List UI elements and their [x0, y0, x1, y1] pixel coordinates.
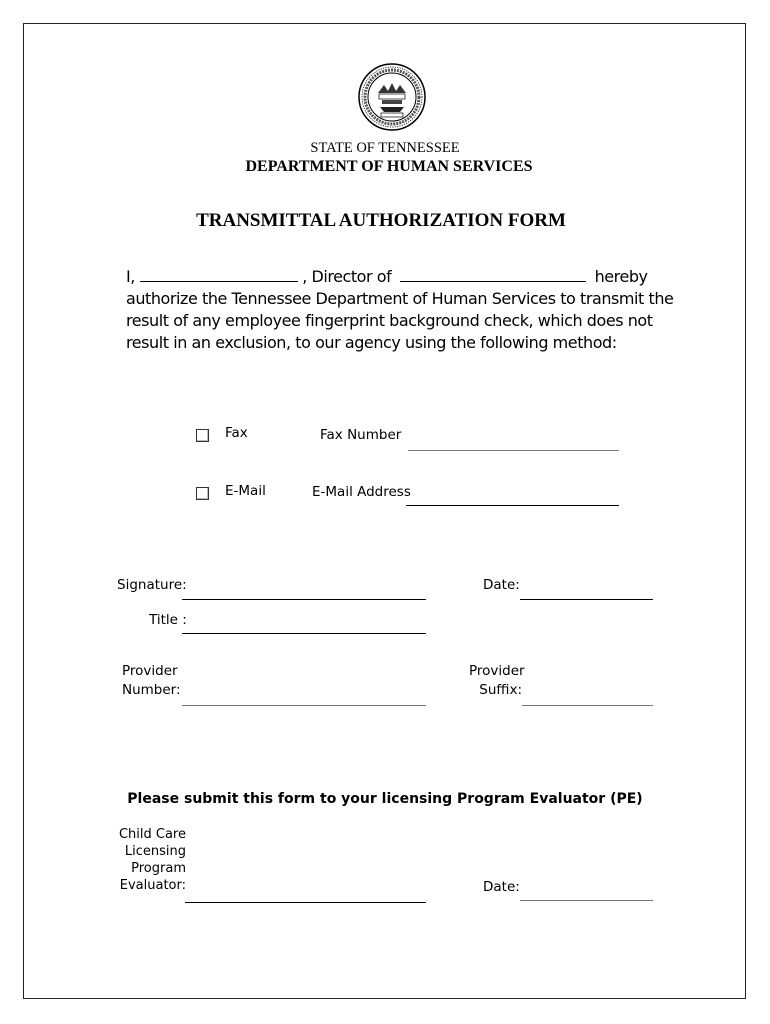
title-field[interactable] [182, 633, 426, 634]
fax-number-field[interactable] [408, 450, 619, 451]
submit-instruction: Please submit this form to your licensing Program Evaluator (PE) [127, 791, 643, 807]
department-name: DEPARTMENT OF HUMAN SERVICES [245, 158, 533, 175]
provider-suffix-label [469, 662, 525, 700]
email-checkbox[interactable] [196, 487, 209, 500]
evaluator-date-label: Date: [483, 879, 520, 895]
statement-director-of: , Director of [302, 267, 392, 286]
form-title: TRANSMITTAL AUTHORIZATION FORM [196, 210, 566, 231]
provider-suffix-field[interactable] [522, 705, 653, 706]
evaluator-label-line-3: Program [131, 861, 186, 876]
authorization-statement [126, 266, 674, 354]
provider-suffix-label-line-2: Suffix: [479, 682, 522, 698]
email-address-field[interactable] [406, 505, 619, 506]
title-label: Title : [149, 612, 187, 628]
statement-hereby: hereby [594, 267, 648, 286]
agency-name-field[interactable] [400, 267, 586, 282]
email-address-label: E-Mail Address [312, 484, 411, 500]
fax-label: Fax [225, 425, 248, 441]
evaluator-label-line-1: Child Care [118, 827, 186, 842]
statement-line-2: authorize the Tennessee Department of Human Services to transmit the [126, 289, 674, 308]
evaluator-label-line-2: Licensing [124, 844, 186, 859]
date-field[interactable] [520, 599, 653, 600]
statement-prefix: I, [126, 267, 135, 286]
date-label: Date: [483, 577, 520, 593]
provider-number-field[interactable] [182, 705, 426, 706]
evaluator-label [108, 826, 186, 894]
evaluator-field[interactable] [185, 902, 426, 903]
signature-label: Signature: [117, 577, 187, 593]
evaluator-date-field[interactable] [520, 900, 653, 901]
tennessee-seal-icon [358, 63, 426, 131]
statement-line-1 [126, 266, 666, 288]
statement-line-4: result in an exclusion, to our agency using the following method: [126, 333, 617, 352]
signature-field[interactable] [182, 599, 426, 600]
provider-number-label [122, 662, 181, 700]
provider-suffix-label-line-1: Provider [469, 663, 525, 679]
state-name: STATE OF TENNESSEE [310, 140, 460, 156]
provider-number-label-line-1: Provider [122, 663, 178, 679]
statement-line-3: result of any employee fingerprint background check, which does not [126, 311, 653, 330]
provider-number-label-line-2: Number: [122, 682, 181, 698]
fax-number-label: Fax Number [320, 427, 402, 443]
evaluator-label-line-4: Evaluator: [119, 878, 186, 893]
fax-checkbox[interactable] [196, 429, 209, 442]
director-name-field[interactable] [140, 267, 298, 282]
email-label: E-Mail [225, 483, 266, 499]
